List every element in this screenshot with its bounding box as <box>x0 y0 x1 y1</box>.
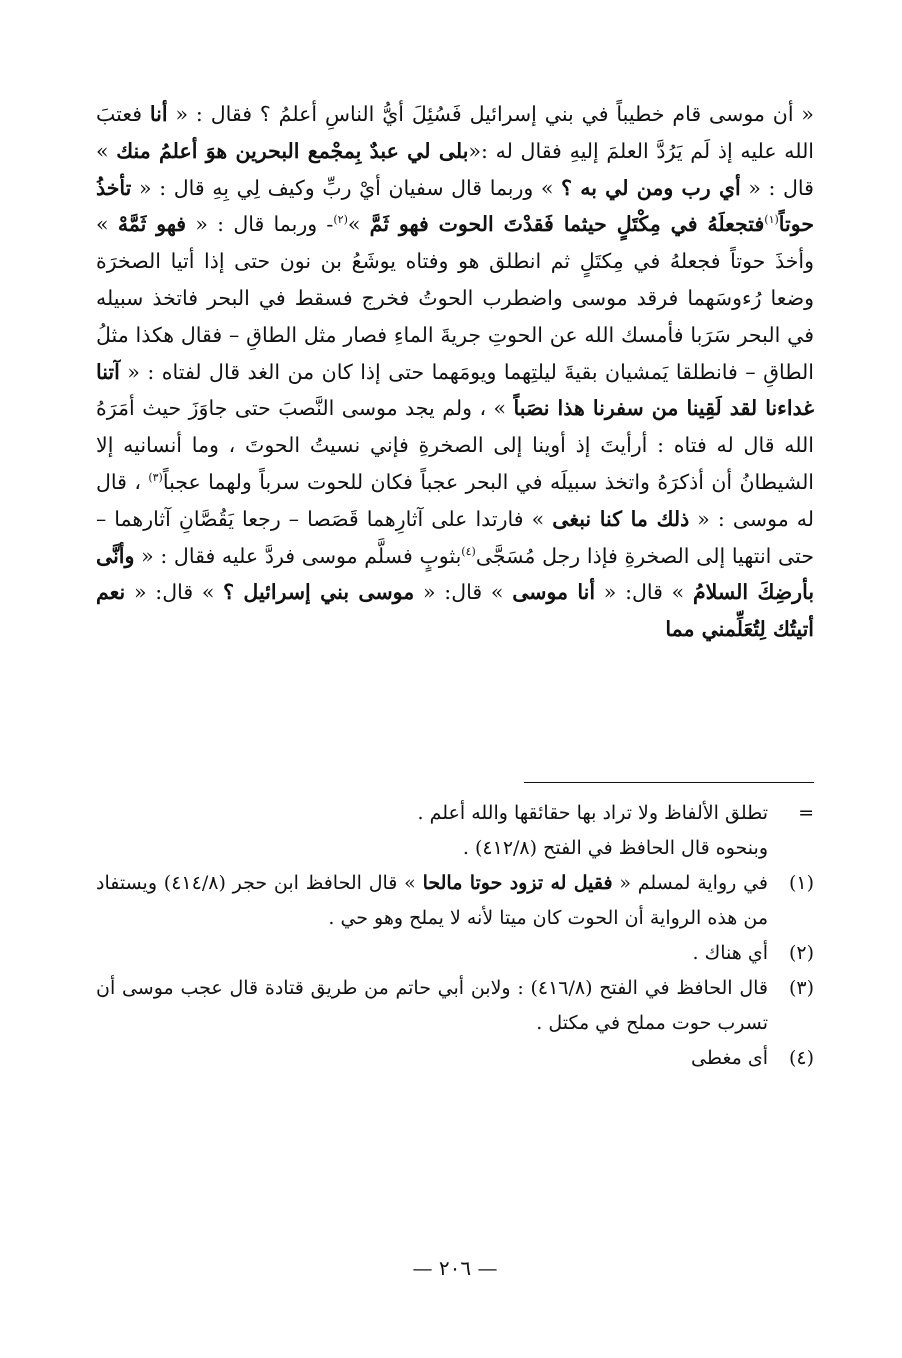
bold-quote: أنا موسى <box>512 580 596 605</box>
text-run: » وأخذَ حوتاً فجعلهُ في مِكتَلٍ ثم انطلق هو وفتاه يوشَعُ بن نون حتى إذا أتيا الصخرَة وضعا رُءوسَهما فرقد موسى واضطرب الحوتُ فخرج فسقط في البحر فاتخذ سبيله في البحر سَرَبا فأمسك الله عن الحوتِ جريةَ الماءِ فصار مثل الطاقِ – فقال هكذا مثلُ الطاقِ – فانطلقا يَمشيان بقيةَ ليلتِهما ويومَهما حتى إذا كان من الغد قال لفتاه : « <box>96 212 814 384</box>
footnote-ref-3: (٣) <box>148 471 163 485</box>
page-number: — ٢٠٦ — <box>412 1256 498 1280</box>
hadith-paragraph <box>96 96 814 648</box>
text-run: » ، ولم يجد موسى النَّصبَ حتى جاوَزَ حيث أمَرَهُ الله قال له فتاه : أرأيتَ إذ أوينا إلى الصخرةِ فإني نسيتُ الحوتَ ، وما أنسانيه إلا الشيطانُ أن أذكرَهُ واتخذ سبيلَه في البحر عجباً فكان للحوت سرباً ولهما عجباً <box>96 396 815 494</box>
text-run: » <box>347 212 370 237</box>
footnote-divider <box>524 782 814 783</box>
text-run: - وربما قال : « <box>186 212 334 237</box>
bold-quote: فهو ثَمَّهْ <box>117 212 187 237</box>
footnotes <box>96 796 814 1076</box>
footnote-text: وبنحوه قال الحافظ في الفتح (٤١٢/٨) . <box>462 837 768 859</box>
footnote-3 <box>96 971 814 1041</box>
footnote-text <box>96 866 768 936</box>
main-text <box>96 96 814 648</box>
book-page <box>96 96 814 1296</box>
footnote-text: أي هناك . <box>692 942 768 964</box>
text-run: » فارتدا على آثارِهما قَصَصا – رجعا يَقُصَّانِ آثارهما – حتى انتهيا إلى الصخرةِ فإذا رجل مُسَجَّى <box>96 506 814 568</box>
text-run: بثوبٍ فسلَّم موسى فردَّ عليه فقال : « <box>134 543 462 568</box>
text-run: » وربما قال سفيان أيْ ربِّ وكيف لِي بِهِ قال : « <box>131 175 562 200</box>
text-run: » قال: « <box>414 580 513 605</box>
bold-quote: موسى بني إسرائيل ؟ <box>223 580 415 605</box>
bold-quote: ذلك ما كنا نبغى <box>552 506 690 531</box>
bold-quote: أنا <box>149 102 168 126</box>
bold-quote: تأخذُ حوتاً <box>96 175 815 237</box>
text-run: » قال الحافظ ابن حجر (٤١٤/٨) ويستفاد من هذه الرواية أن الحوت كان ميتا لأنه لا يملح وهو حي . <box>96 872 768 929</box>
bold-quote: أي رب ومن لي به ؟ <box>561 175 741 200</box>
footnote-number: (٣) <box>788 977 814 999</box>
text-run: » قال: « <box>595 580 693 605</box>
footnote-ref-4: (٤) <box>461 544 476 558</box>
footnote-ref-2: (٢) <box>333 213 348 227</box>
footnote-continuation <box>96 796 814 831</box>
bold-quote: فتجعلَهُ في مِكْتَلٍ حيثما فَقدْتَ الحوت فهو ثَمَّ <box>369 212 765 237</box>
bold-quote: آتنا غداءنا لقد لَقِينا من سفرنا هذا نصَباً <box>96 359 814 421</box>
footnote-text: أى مغطى <box>691 1047 768 1069</box>
footnote-4 <box>96 1041 814 1076</box>
footnote-text: قال الحافظ في الفتح (٤١٦/٨) : ولابن أبي حاتم من طريق قتادة قال عجب موسى أن تسرب حوت مملح في مكتل . <box>96 977 768 1034</box>
bold-quote: نعم أتيتُك لِتُعَلِّمني مما <box>96 580 814 642</box>
footnote-2 <box>96 936 814 971</box>
bold-quote: فقيل له تزود حوتا مالحا <box>422 872 613 894</box>
footnote-number: (٢) <box>788 942 814 964</box>
footnote-ref-1: (١) <box>764 213 779 227</box>
continuation-marker: = <box>798 802 814 824</box>
bold-quote: بلى لي عبدٌ بِمجْمع البحرين هوَ أعلمُ منك <box>116 138 469 163</box>
footnote-number: (٤) <box>788 1047 814 1069</box>
text-run: » قال : « <box>96 138 814 200</box>
text-run: ، قال له موسى : « <box>96 469 814 531</box>
text-run: في رواية لمسلم « <box>612 872 769 894</box>
text-run: فعتبَ الله عليه إذ لَم يَرُدَّ العلمَ إليهِ فقال له :« <box>96 102 815 163</box>
bold-quote: وأنَّى بأرضِكَ السلامُ <box>96 543 815 605</box>
text-run: « أن موسى قام خطيباً في بني إسرائيل فَسُئِلَ أيُّ الناسِ أعلمُ ؟ فقال : « <box>167 102 814 126</box>
footnote-1 <box>96 866 814 936</box>
text-run: » قال: « <box>125 580 224 605</box>
footnote-number: (١) <box>788 872 814 894</box>
footnote-text: تطلق الألفاظ ولا تراد بها حقائقها والله أعلم . <box>417 802 768 824</box>
